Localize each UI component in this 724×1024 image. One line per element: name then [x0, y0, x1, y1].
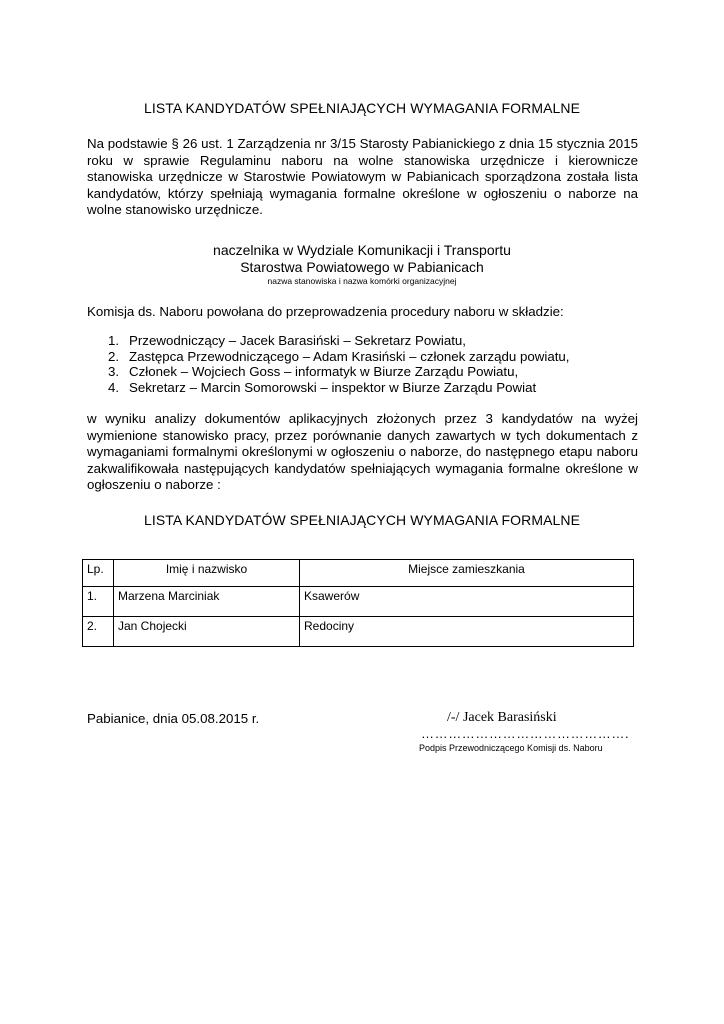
cell-lp: 1.	[83, 587, 114, 617]
list-title: LISTA KANDYDATÓW SPEŁNIAJĄCYCH WYMAGANIA FORMALNE	[143, 512, 581, 528]
result-paragraph: w wyniku analizy dokumentów aplikacyjnych złożonych przez 3 kandydatów na wyżej wymienione stanowisko pracy, przez porównanie danych zawartych w tych dokumentach z wymaganiami formalnymi określonymi w ogłoszeniu o naborze, do następnego etapu naboru zakwalifikowała następujących kandydatów spełniających wymagania formalne określone w ogłoszeniu o naborze :	[87, 411, 638, 493]
signature-name: /-/ Jacek Barasiński	[447, 710, 557, 725]
commission-member: 3. Członek – Wojciech Goss – informatyk w Biurze Zarządu Powiatu,	[108, 364, 519, 380]
cell-name: Marzena Marciniak	[114, 587, 300, 617]
commission-member: 1. Przewodniczący – Jacek Barasiński – Sekretarz Powiatu,	[108, 333, 466, 348]
position-line-1: naczelnika w Wydziale Komunikacji i Transportu	[213, 242, 511, 258]
table-header-row	[83, 560, 634, 587]
position-line-2: Starostwa Powiatowego w Pabianicach	[240, 259, 484, 275]
intro-paragraph: Na podstawie § 26 ust. 1 Zarządzenia nr 3/15 Starosty Pabianickiego z dnia 15 stycznia 2015 roku w sprawie Regulaminu naboru na wolne stanowiska urzędnicze i kierownicze stanowiska urzędnicze w Starostwie Powiatowym w Pabianicach sporządzona została lista kandydatów, którzy spełniają wymagania formalne określone w ogłoszeniu o naborze na wolne stanowisko urzędnicze.	[87, 136, 638, 218]
cell-place: Redociny	[300, 617, 634, 647]
signature-dots: ……………………………………….	[421, 726, 630, 741]
place-date: Pabianice, dnia 05.08.2015 r.	[87, 711, 260, 726]
candidates-table	[82, 559, 634, 647]
commission-intro: Komisja ds. Naboru powołana do przeprowadzenia procedury naboru w składzie:	[87, 304, 564, 319]
document-title: LISTA KANDYDATÓW SPEŁNIAJĄCYCH WYMAGANIA FORMALNE	[143, 100, 581, 116]
table-row	[83, 617, 634, 647]
table-row	[83, 587, 634, 617]
signature-caption: Podpis Przewodniczącego Komisji ds. Naboru	[419, 743, 603, 753]
cell-name: Jan Chojecki	[114, 617, 300, 647]
header-name: Imię i nazwisko	[114, 560, 300, 587]
position-caption: nazwa stanowiska i nazwa komórki organizacyjnej	[267, 276, 457, 286]
header-place: Miejsce zamieszkania	[300, 560, 634, 587]
cell-lp: 2.	[83, 617, 114, 647]
cell-place: Ksawerów	[300, 587, 634, 617]
commission-list	[108, 333, 628, 395]
commission-member: 4. Sekretarz – Marcin Somorowski – inspektor w Biurze Zarządu Powiat	[108, 379, 537, 395]
header-lp: Lp.	[83, 560, 114, 587]
commission-member: 2. Zastępca Przewodniczącego – Adam Krasiński – członek zarządu powiatu,	[108, 348, 570, 364]
